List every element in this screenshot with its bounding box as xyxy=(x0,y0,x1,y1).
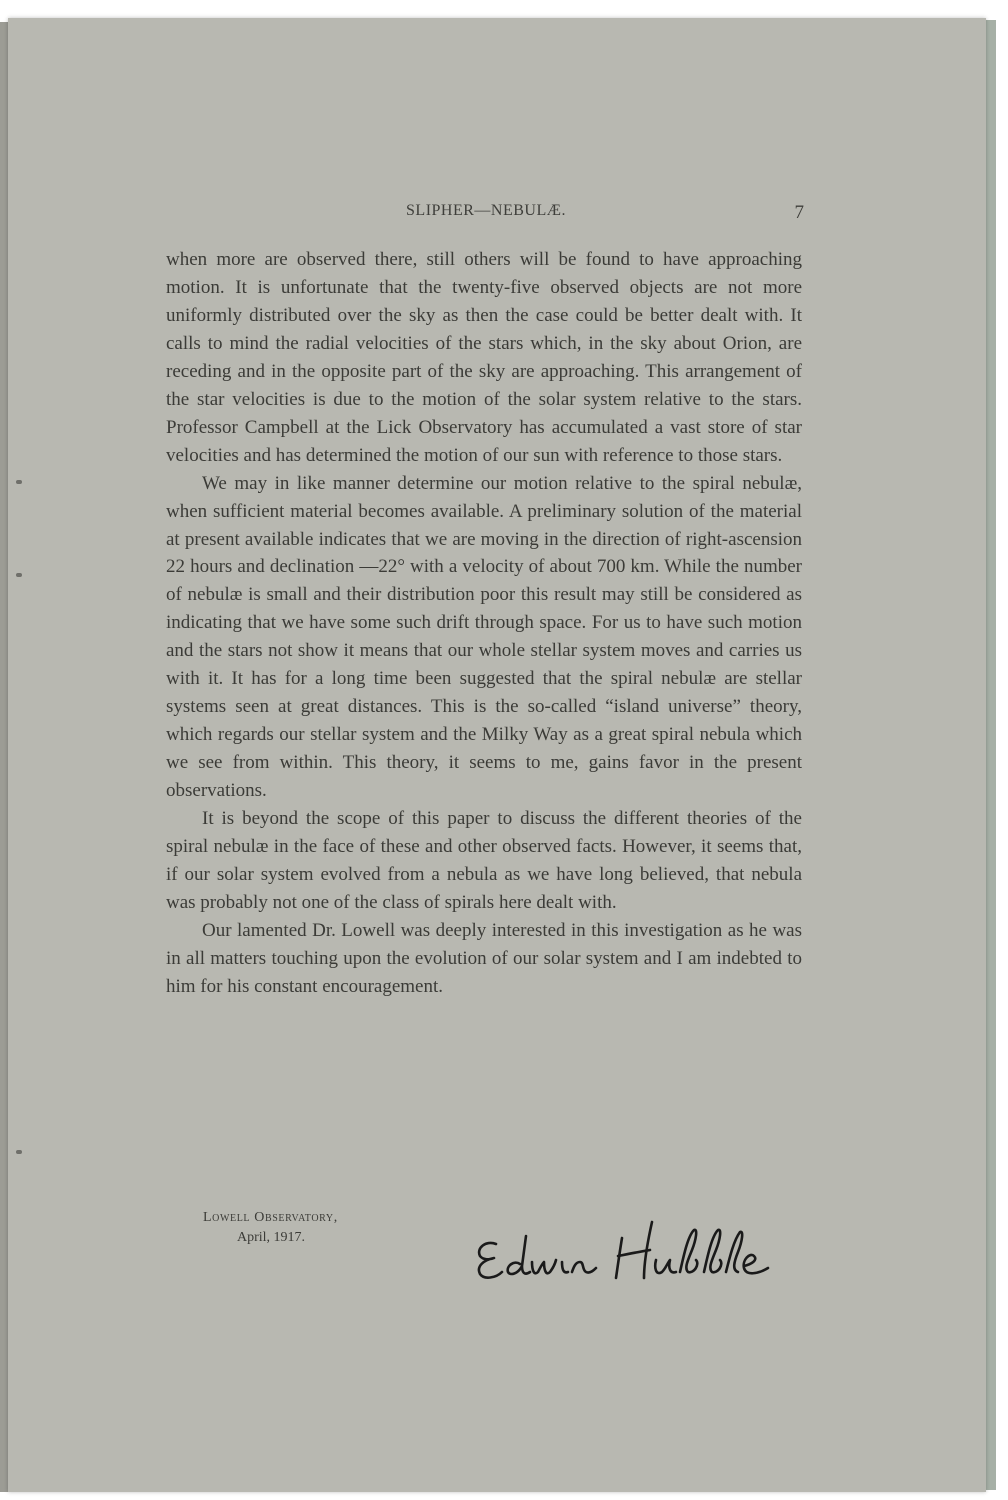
paragraph-2: We may in like manner determine our motion relative to the spiral nebulæ, when sufficient material becomes available. A preliminary solution of the material at present available indicates that we are moving in the direction of right-ascension 22 hours and declination —22° with a velocity of about 700 km. While the number of nebulæ is small and their distribution poor this result may still be considered as indicating that we have some such drift through space. For us to have such motion and the stars not show it means that our whole stellar system moves and carries us with it. It has for a long time been suggested that the spiral nebulæ are stellar systems seen at great distances. This is the so-called “island universe” theory, which regards our stellar system and the Milky Way as a great spiral nebula which we see from within. This theory, it seems to me, gains favor in the present observations. xyxy=(166,472,802,802)
binding-stitch xyxy=(16,573,22,577)
place-date-block xyxy=(203,1208,338,1248)
running-head: SLIPHER—NEBULÆ. xyxy=(406,202,566,219)
handwritten-signature xyxy=(468,1210,788,1300)
paragraph-3: It is beyond the scope of this paper to discuss the different theories of the spiral nebulæ in the face of these and other observed facts. However, it seems that, if our solar system evolved from a nebula as we have long believed, that nebula was probably not one of the class of spirals here dealt with. xyxy=(166,808,802,913)
observatory-name: Lowell Observatory, xyxy=(203,1210,338,1225)
binding-stitch xyxy=(16,1150,22,1154)
paragraph-4: Our lamented Dr. Lowell was deeply interested in this investigation as he was in all matters touching upon the evolution of our solar system and I am indebted to him for his constant encouragement. xyxy=(166,919,802,997)
paragraph-1: when more are observed there, still others will be found to have approaching motion. It is unfortunate that the twenty-five observed objects are not more uniformly distributed over the sky as then the case could be better dealt with. It calls to mind the radial velocities of the stars which, in the sky about Orion, are receding and in the opposite part of the sky are approaching. This arrangement of the star velocities is due to the motion of the solar system relative to the stars. Professor Campbell at the Lick Observatory has accumulated a vast store of star velocities and has determined the motion of our sun with reference to those stars. xyxy=(166,249,802,466)
publication-date: April, 1917. xyxy=(237,1230,306,1245)
binding-stitch xyxy=(16,480,22,484)
page-header xyxy=(166,202,806,228)
body-text xyxy=(166,246,802,1001)
page-number: 7 xyxy=(794,202,804,223)
